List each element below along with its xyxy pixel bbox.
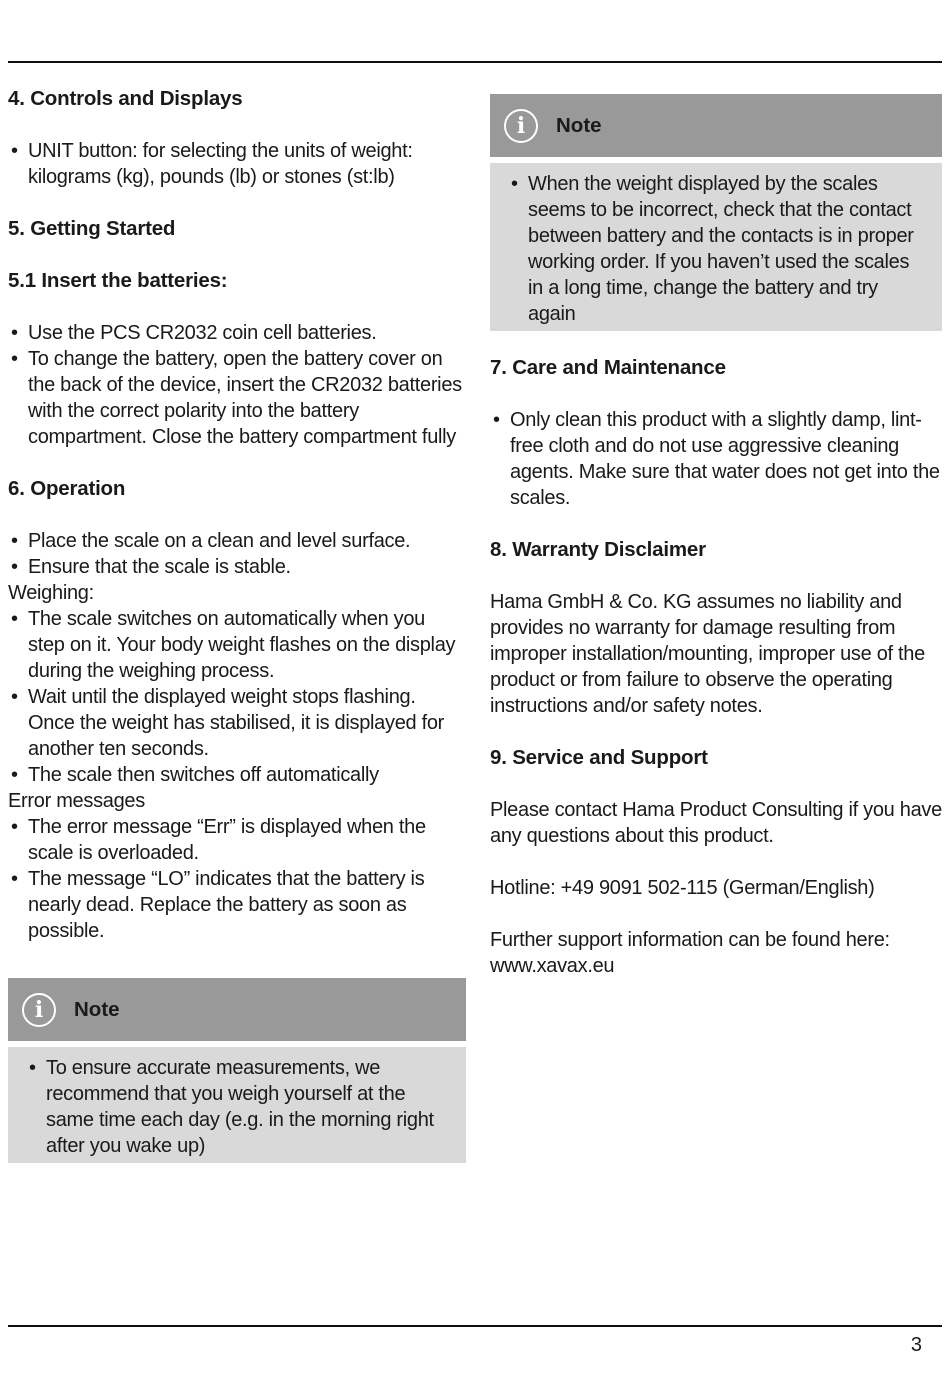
note-body (8, 1047, 466, 1163)
note-header (8, 978, 466, 1047)
section-9-title: 9. Service and Support (490, 746, 708, 769)
section-7-list (490, 407, 942, 511)
section-7-title: 7. Care and Maintenance (490, 356, 726, 379)
support-text: Further support information can be found here: (490, 929, 890, 951)
note-box-left (8, 978, 466, 1163)
list-item: • The error message “Err” is displayed when the scale is overloaded. (8, 814, 466, 866)
warranty-text: Hama GmbH & Co. KG assumes no liability and provides no warranty for damage resulting from improper installation/mounting, improper use of the product or from failure to observe the operating instructions and/or safety notes. (490, 591, 925, 717)
section-5-1-title: 5.1 Insert the batteries: (8, 269, 228, 292)
list-item: • Only clean this product with a slightly damp, lint-free cloth and do not use aggressive cleaning agents. Make sure that water does not get into the scales. (490, 407, 942, 511)
error-messages-label: Error messages (8, 790, 145, 812)
support-url: www.xavax.eu (490, 955, 615, 977)
list-item: • Place the scale on a clean and level surface. (8, 528, 466, 554)
note-body (490, 163, 942, 331)
info-icon: i (22, 993, 56, 1027)
footer-rule (8, 1325, 942, 1327)
note-box-right (490, 94, 942, 331)
note-header (490, 94, 942, 163)
list-item: • The scale switches on automatically when you step on it. Your body weight flashes on the display during the weighing process. (8, 606, 466, 684)
section-6-title: 6. Operation (8, 477, 126, 500)
header-rule (8, 61, 942, 63)
list-item: • Ensure that the scale is stable. (8, 554, 466, 580)
section-4-title: 4. Controls and Displays (8, 87, 243, 110)
note-text: • To ensure accurate measurements, we recommend that you weigh yourself at the same time each day (e.g. in the morning right after you wake up) (26, 1055, 452, 1159)
note-text: • When the weight displayed by the scales seems to be incorrect, check that the contact between battery and the contacts is in proper working order. If you haven’t used the scales in a long time, change the battery and try again (508, 171, 928, 327)
section-6-list-setup (8, 528, 466, 580)
list-item: • Wait until the displayed weight stops flashing. Once the weight has stabilised, it is displayed for another ten seconds. (8, 684, 466, 762)
section-6-list-errors (8, 814, 466, 944)
section-5-title: 5. Getting Started (8, 217, 176, 240)
weighing-label: Weighing: (8, 582, 94, 604)
right-column (490, 94, 942, 979)
service-text: Please contact Hama Product Consulting if you have any questions about this product. (490, 799, 942, 847)
note-title: Note (556, 113, 602, 137)
section-8-title: 8. Warranty Disclaimer (490, 538, 706, 561)
list-item: • Use the PCS CR2032 coin cell batteries. (8, 320, 466, 346)
info-icon: i (504, 109, 538, 143)
section-5-1-list (8, 320, 466, 450)
note-title: Note (74, 997, 120, 1021)
section-4-list (8, 138, 466, 190)
page-number: 3 (910, 1334, 922, 1356)
left-column (8, 86, 466, 1163)
section-6-list-weighing (8, 606, 466, 788)
list-item: • UNIT button: for selecting the units of weight: kilograms (kg), pounds (lb) or stones (st:lb) (8, 138, 466, 190)
list-item: • The scale then switches off automatically (8, 762, 466, 788)
list-item: • The message “LO” indicates that the battery is nearly dead. Replace the battery as soon as possible. (8, 866, 466, 944)
hotline-text: Hotline: +49 9091 502-115 (German/English) (490, 877, 875, 899)
list-item: • To change the battery, open the battery cover on the back of the device, insert the CR2032 batteries with the correct polarity into the battery compartment. Close the battery compartment fully (8, 346, 466, 450)
